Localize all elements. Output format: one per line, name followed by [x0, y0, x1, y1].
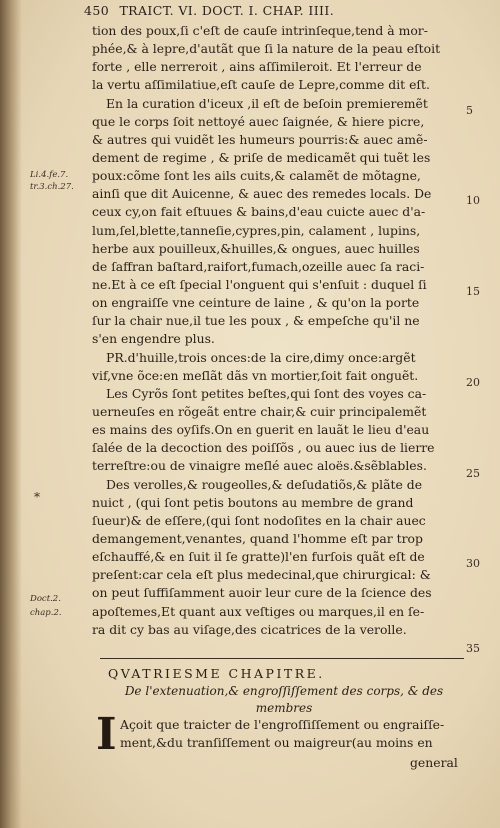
text-line: ne.Et à ce eſt ſpecial l'onguent qui s'enſuit : duquel ſi	[92, 276, 427, 292]
text-line: eſchauffé,& en ſuit il ſe gratte)l'en furſois quãt eſt de	[92, 549, 425, 565]
line-number: 25	[466, 467, 480, 480]
opening-paragraph	[120, 716, 470, 752]
drop-cap: I	[96, 709, 117, 760]
margin-note: Li.4.fe.7.	[30, 170, 69, 180]
chapter-subtitle	[104, 683, 464, 717]
text-line: & autres qui vuidẽt les humeurs pourris:& auec amẽ-	[92, 131, 428, 147]
text-line: ra dit cy bas au viſage,des cicatrices de la verolle.	[92, 621, 407, 637]
text-line: ainſi que dit Auicenne, & auec des remedes locals. De	[92, 186, 432, 202]
text-line: que le corps ſoit nettoyé auec ſaignée, & hiere picre,	[92, 113, 425, 129]
page-number: 450	[84, 3, 110, 18]
body-text	[92, 22, 464, 639]
chapter-subtitle-line: membres	[255, 701, 313, 715]
text-line: es mains des oyſifs.On en guerit en lauãt le lieu d'eau	[92, 422, 430, 438]
text-line: poux:cõme ſont les ails cuits,& calamẽt de mõtagne,	[92, 168, 421, 184]
text-line: PR.d'huille,trois onces:de la cire,dimy once:argẽt	[106, 349, 416, 365]
margin-note: tr.3.ch.27.	[30, 182, 74, 192]
running-title: TRAICT. VI. DOCT. I. CHAP. IIII.	[119, 3, 335, 18]
margin-note: chap.2.	[30, 608, 62, 618]
line-number: 15	[466, 285, 480, 298]
text-line: herbe aux pouilleux,&huilles,& ongues, auec huilles	[92, 240, 420, 256]
text-line: la vertu aſſimilatiue,eſt cauſe de Lepre,comme dit eſt.	[92, 77, 430, 93]
text-line: En la curation d'iceux ,il eſt de beſoin premieremẽt	[106, 95, 428, 111]
text-line: ſueur)& de eſſere,(qui ſont nodoſites en la chair auec	[92, 512, 426, 528]
section-rule	[100, 658, 464, 659]
binding-gutter	[0, 0, 22, 828]
text-line: ceux cy,on fait eſtuues & bains,d'eau cuicte auec d'a-	[92, 204, 426, 220]
text-line: ſur la chair nue,il tue les poux , & empeſche qu'il ne	[92, 313, 420, 329]
line-number: 10	[466, 194, 480, 207]
text-line: dement de regime , & priſe de medicamẽt qui tuẽt les	[92, 149, 431, 165]
text-line: on peut ſuffiſamment auoir leur cure de la ſcience des	[92, 585, 432, 601]
text-line: vif,vne õce:en meſlãt dãs vn mortier,ſoit fait onguẽt.	[92, 367, 419, 383]
text-line: tion des poux,ſi c'eſt de cauſe intrinſeque,tend à mor-	[92, 23, 428, 38]
text-line: phée,& à lepre,d'autãt que ſi la nature de la peau eſtoit	[92, 41, 441, 57]
text-line: uerneuſes en rõgeãt entre chair,& cuir principalemẽt	[92, 403, 427, 419]
line-number: 30	[466, 557, 480, 570]
text-line: Les Cyrõs ſont petites beſtes,qui ſont des voyes ca-	[106, 385, 427, 401]
text-line: Açoit que traicter de l'engroſſiſſement ou engraiſſe-	[120, 717, 445, 732]
text-line: nuict , (qui ſont petis boutons au membre de grand	[92, 494, 414, 510]
margin-note: Doct.2.	[30, 594, 61, 604]
line-number: 5	[466, 104, 473, 117]
text-line: s'en engendre plus.	[92, 331, 215, 347]
chapter-heading: QVATRIESME CHAPITRE.	[108, 666, 325, 681]
text-line: apoſtemes,Et quant aux veſtiges ou marques,il en ſe-	[92, 603, 425, 619]
text-line: forte , elle nerreroit , ains aſſimileroit. Et l'erreur de	[92, 59, 422, 75]
running-header	[84, 3, 484, 23]
line-number: 20	[466, 376, 480, 389]
text-line: on engraiſſe vne ceinture de laine , & qu'on la porte	[92, 295, 420, 311]
text-line: terreſtre:ou de vinaigre meſlé auec aloës.&sẽblables.	[92, 458, 427, 474]
text-line: demangement,venantes, quand l'homme eſt par trop	[92, 530, 423, 546]
text-line: preſent:car cela eſt plus medecinal,que chirurgical: &	[92, 567, 431, 583]
text-line: ſalée de la decoction des poiſſõs , ou auec ius de lierre	[92, 440, 435, 456]
catchword: general	[410, 755, 458, 770]
text-line: Des verolles,& rougeolles,& deſudatiõs,& plãte de	[106, 476, 423, 492]
asterisk-mark: *	[34, 490, 40, 504]
text-line: de ſaffran baſtard,raifort,fumach,ozeille auec ſa raci-	[92, 258, 425, 274]
text-line: lum,ſel,blette,tanneſie,cypres,pin, calament , lupins,	[92, 222, 421, 238]
line-number: 35	[466, 642, 480, 655]
text-line: ment,&du tranſiſſement ou maigreur(au moins en	[120, 735, 433, 751]
chapter-subtitle-line: De l'extenuation,& engroſſiſſement des corps, & des	[124, 684, 444, 698]
